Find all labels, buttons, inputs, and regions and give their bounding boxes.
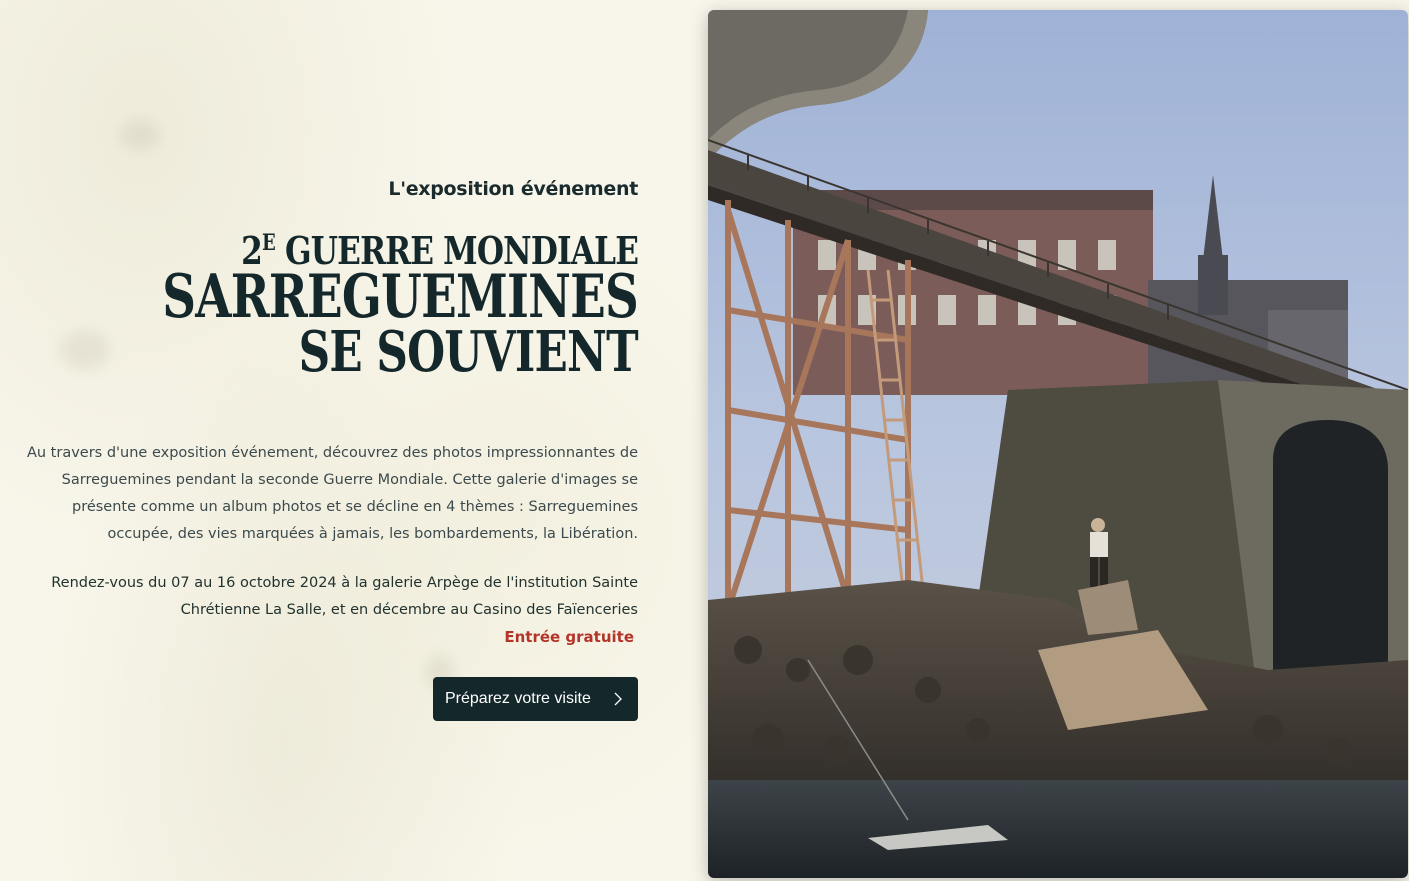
prepare-visit-button-label: Préparez votre visite — [445, 690, 591, 707]
title-line-1-rest: GUERRE MONDIALE — [284, 228, 638, 273]
eyebrow-label: L'exposition événement — [388, 178, 638, 200]
exhibition-description: Au travers d'une exposition événement, découvrez des photos impressionnantes de Sarreguemines pendant la seconde Guerre Mondiale. Cette galerie d'images se présente comme un album photos et se décline en 4 thèmes : Sarreguemines occupée, des vies marquées à jamais, les bombardements, la Libération. — [26, 445, 638, 542]
hero-text-column — [0, 0, 638, 881]
title-line-3: SE SOUVIENT — [298, 319, 638, 385]
prepare-visit-button[interactable] — [433, 677, 638, 721]
title-number: 2 — [240, 228, 262, 273]
historic-bridge-photo — [708, 10, 1408, 878]
title-suffix: E — [261, 230, 275, 256]
rendezvous-text: Rendez-vous du 07 au 16 octobre 2024 à la galerie Arpège de l'institution Sainte Chrétienne La Salle, et en décembre au Casino des Faïenceries — [51, 575, 638, 618]
chevron-right-icon — [612, 691, 624, 707]
free-entry-label: Entrée gratuite — [504, 628, 634, 646]
title-line-2: SARREGUEMINES — [162, 262, 638, 332]
